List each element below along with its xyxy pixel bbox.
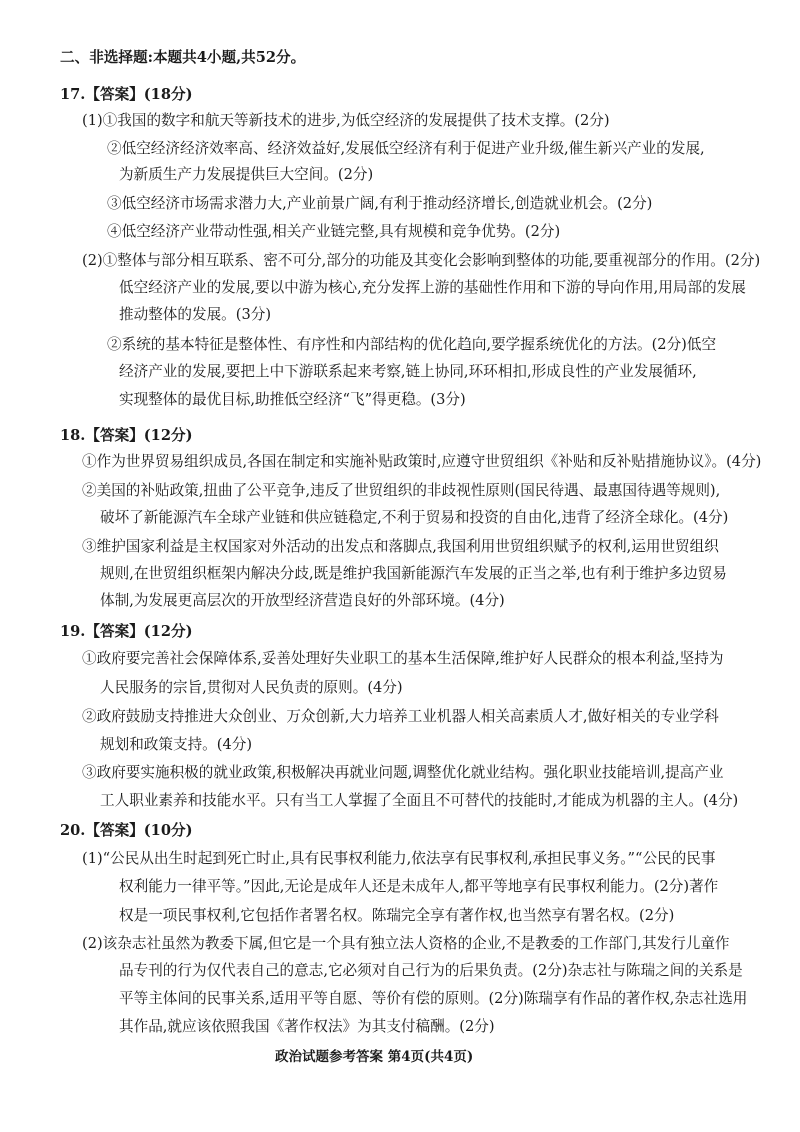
q20-line: 权利能力一律平等。”因此,无论是成年人还是未成年人,都平等地享有民事权利能力。(2分)著作 bbox=[119, 878, 719, 895]
q17-line: 经济产业的发展,要把上中下游联系起来考察,链上协同,环环相扣,形成良性的产业发展循环, bbox=[119, 363, 697, 380]
q19-line: ③政府要实施积极的就业政策,积极解决再就业问题,调整优化就业结构。强化职业技能培训,提高产业 bbox=[82, 764, 724, 781]
q18-line: 体制,为发展更高层次的开放型经济营造良好的外部环境。(4分) bbox=[100, 592, 505, 609]
q18-line: ①作为世界贸易组织成员,各国在制定和实施补贴政策时,应遵守世贸组织《补贴和反补贴措施协议》。(4分) bbox=[82, 453, 762, 470]
q17-line: ③低空经济市场需求潜力大,产业前景广阔,有利于推动经济增长,创造就业机会。(2分) bbox=[107, 195, 653, 212]
q17-header: 17.【答案】(18分) bbox=[60, 86, 193, 103]
q20-header: 20.【答案】(10分) bbox=[60, 822, 193, 839]
q17-line: (2)①整体与部分相互联系、密不可分,部分的功能及其变化会影响到整体的功能,要重视部分的作用。(2分) bbox=[82, 252, 761, 269]
q19-line: 人民服务的宗旨,贯彻对人民负责的原则。(4分) bbox=[100, 679, 403, 696]
q17-line: ④低空经济产业带动性强,相关产业链完整,具有规模和竞争优势。(2分) bbox=[107, 223, 561, 240]
q20-line: 权是一项民事权利,它包括作者署名权。陈瑞完全享有著作权,也当然享有署名权。(2分) bbox=[119, 907, 675, 924]
q17-line: (1)①我国的数字和航天等新技术的进步,为低空经济的发展提供了技术支撑。(2分) bbox=[82, 112, 610, 129]
q18-line: 规则,在世贸组织框架内解决分歧,既是维护我国新能源汽车发展的正当之举,也有利于维护多边贸易 bbox=[100, 565, 727, 582]
q18-line: ②美国的补贴政策,扭曲了公平竞争,违反了世贸组织的非歧视性原则(国民待遇、最惠国待遇等规则), bbox=[82, 482, 721, 499]
q18-line: 破坏了新能源汽车全球产业链和供应链稳定,不利于贸易和投资的自由化,违背了经济全球化。(4分) bbox=[100, 509, 729, 526]
q19-line: ②政府鼓励支持推进大众创业、万众创新,大力培养工业机器人相关高素质人才,做好相关的专业学科 bbox=[82, 708, 719, 725]
q17-line: 为新质生产力发展提供巨大空间。(2分) bbox=[119, 166, 374, 183]
q19-line: 工人职业素养和技能水平。只有当工人掌握了全面且不可替代的技能时,才能成为机器的主人。(4分) bbox=[100, 792, 739, 809]
q17-line: ②系统的基本特征是整体性、有序性和内部结构的优化趋向,要学握系统优化的方法。(2分)低空 bbox=[107, 336, 717, 353]
q17-line: 推动整体的发展。(3分) bbox=[119, 306, 272, 323]
page-footer: 政治试题参考答案 第4页(共4页) bbox=[275, 1049, 474, 1065]
section-title: 二、非选择题:本题共4小题,共52分。 bbox=[60, 49, 306, 66]
q19-line: ①政府要完善社会保障体系,妥善处理好失业职工的基本生活保障,维护好人民群众的根本利益,坚持为 bbox=[82, 650, 724, 667]
q19-line: 规划和政策支持。(4分) bbox=[100, 736, 253, 753]
q17-line: ②低空经济经济效率高、经济效益好,发展低空经济有利于促进产业升级,催生新兴产业的发展, bbox=[107, 140, 705, 157]
q20-line: 平等主体间的民事关系,适用平等自愿、等价有偿的原则。(2分)陈瑞享有作品的著作权,杂志社选用 bbox=[119, 990, 748, 1007]
q18-header: 18.【答案】(12分) bbox=[60, 427, 193, 444]
q18-line: ③维护国家利益是主权国家对外活动的出发点和落脚点,我国利用世贸组织赋予的权利,运用世贸组织 bbox=[82, 538, 719, 555]
q20-line: (2)该杂志社虽然为教委下属,但它是一个具有独立法人资格的企业,不是教委的工作部门,其发行儿童作 bbox=[82, 935, 730, 952]
q20-line: (1)“公民从出生时起到死亡时止,具有民事权利能力,依法享有民事权利,承担民事义务。”“公民的民事 bbox=[82, 850, 716, 867]
q19-header: 19.【答案】(12分) bbox=[60, 623, 193, 640]
q20-line: 品专刊的行为仅代表自己的意志,它必须对自己行为的后果负责。(2分)杂志社与陈瑞之间的关系是 bbox=[119, 962, 743, 979]
q17-line: 低空经济产业的发展,要以中游为核心,充分发挥上游的基础性作用和下游的导向作用,用局部的发展 bbox=[119, 279, 746, 296]
q17-line: 实现整体的最优目标,助推低空经济“飞”得更稳。(3分) bbox=[119, 391, 466, 408]
q20-line: 其作品,就应该依照我国《著作权法》为其支付稿酬。(2分) bbox=[119, 1018, 495, 1035]
